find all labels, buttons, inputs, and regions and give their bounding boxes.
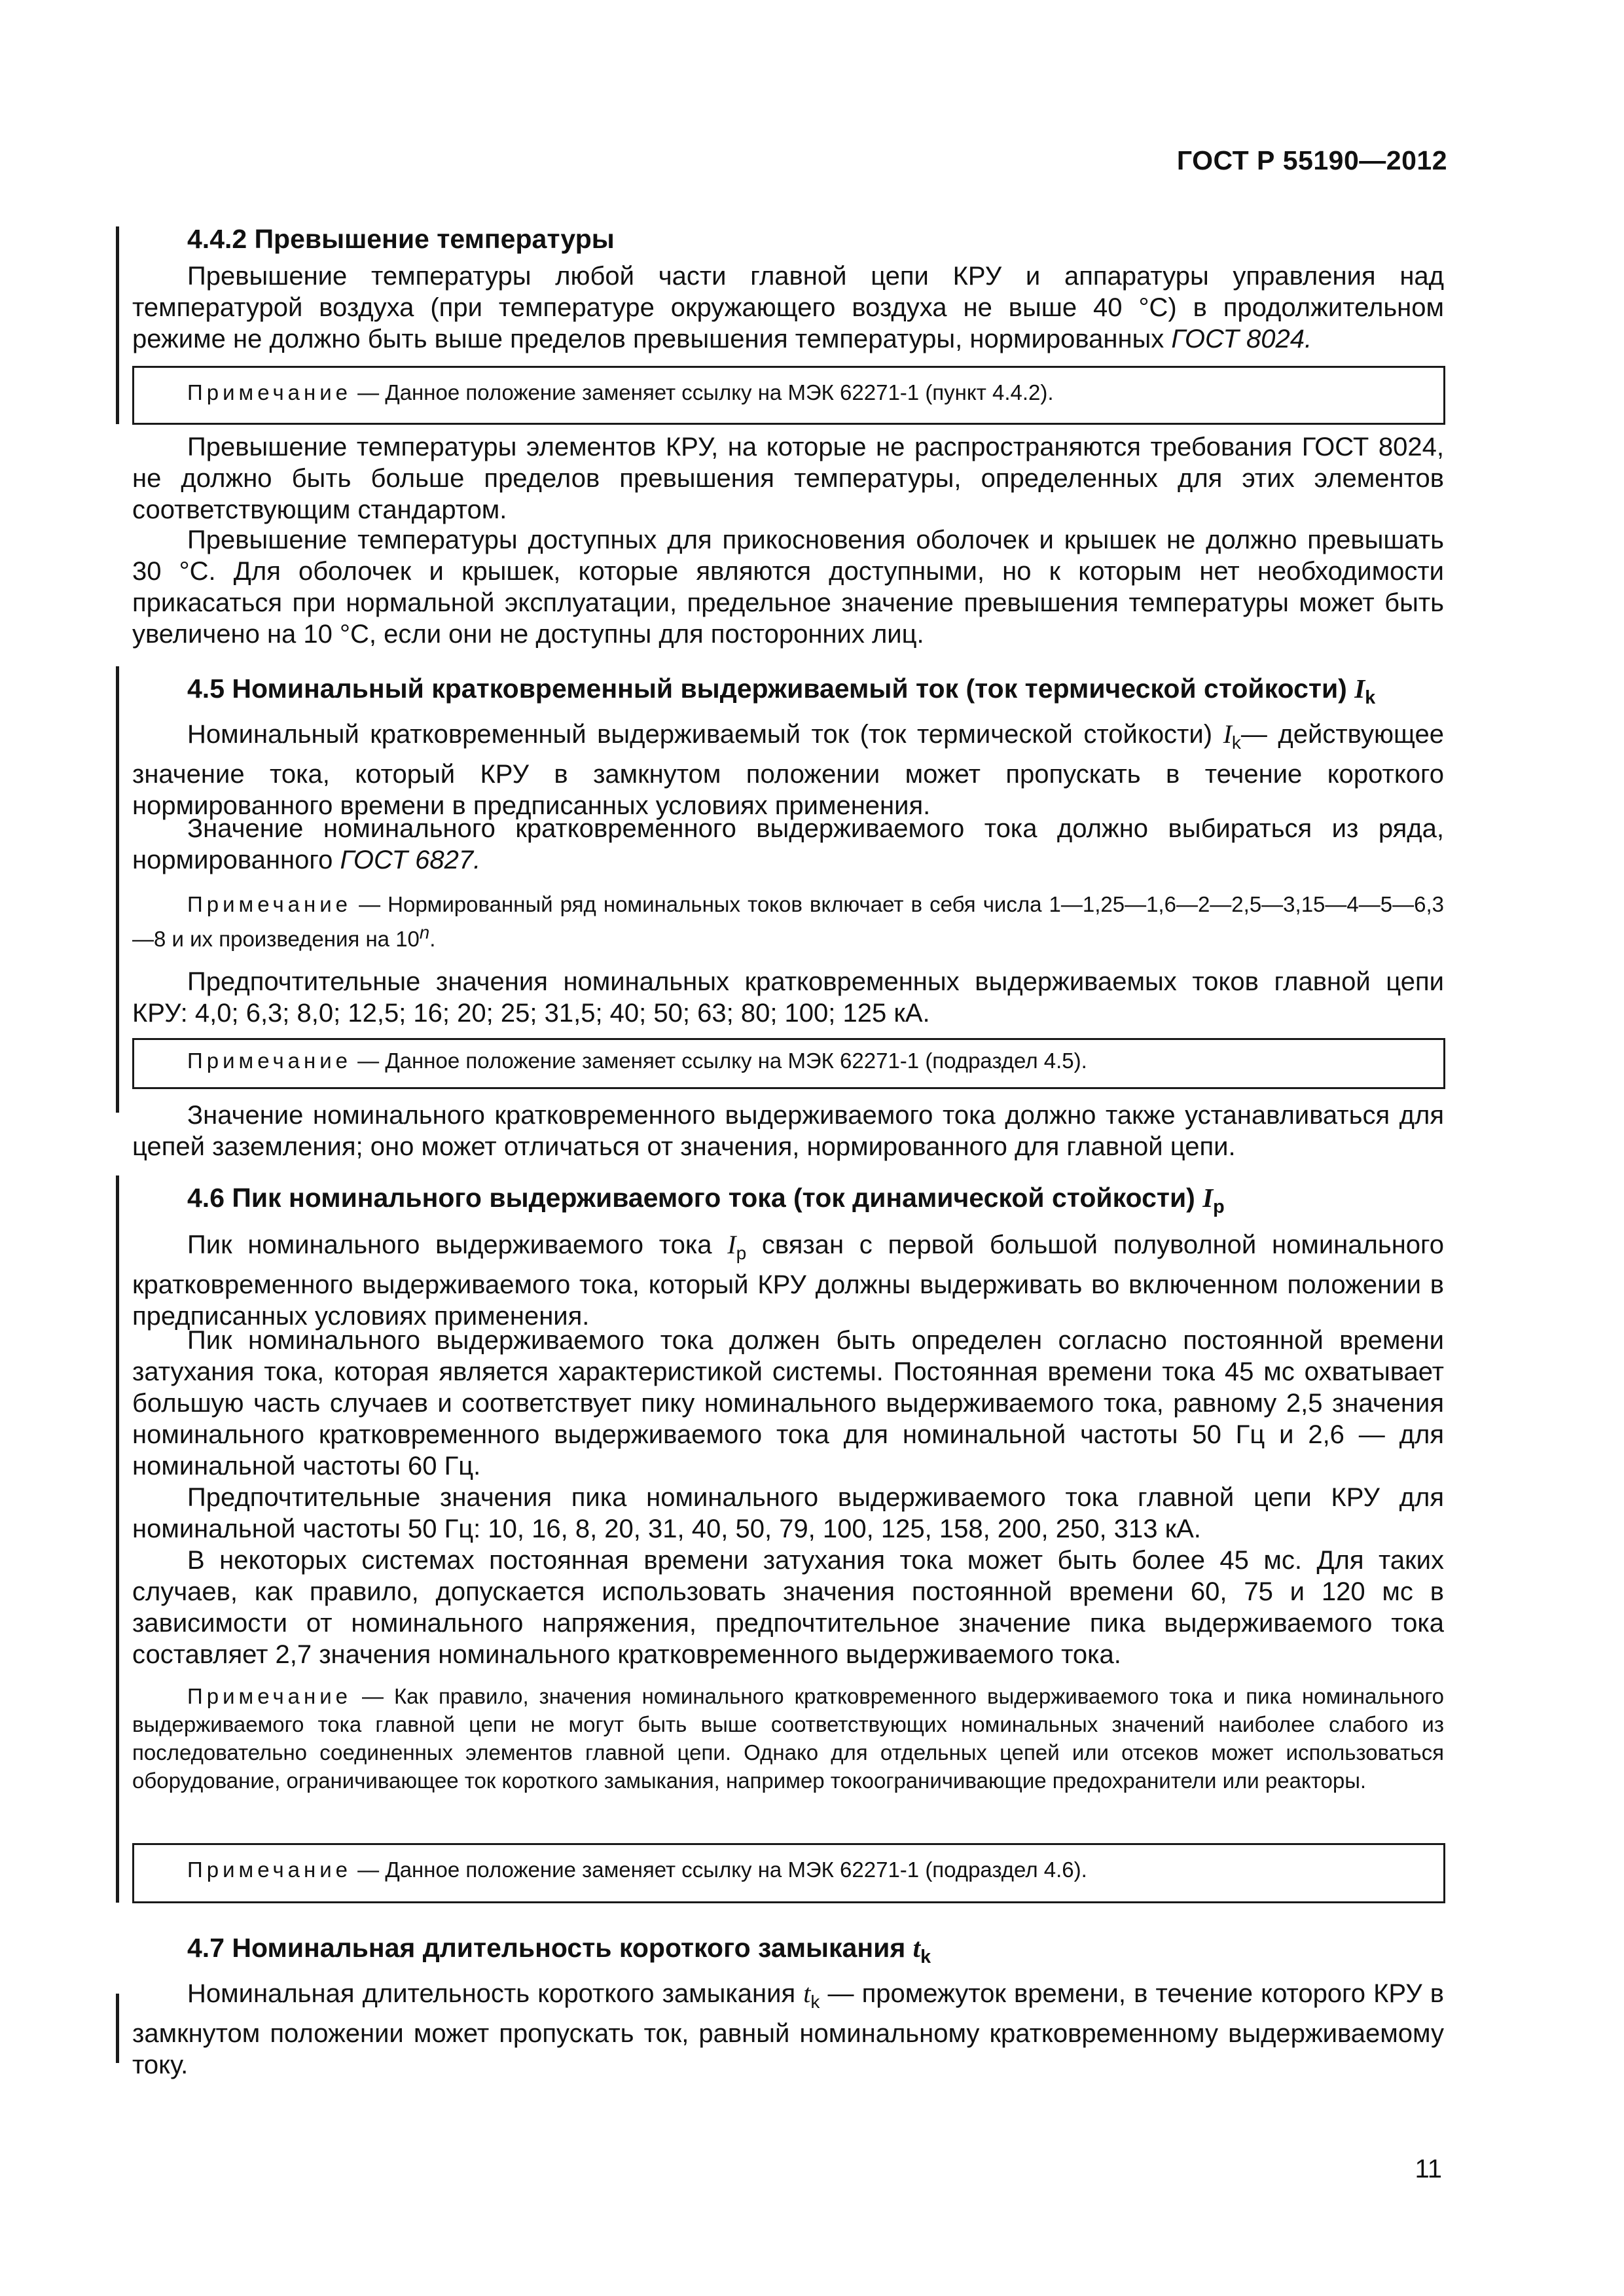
paragraph-text: Превышение температуры любой части главной цепи КРУ и аппаратуры управления над температурой воздуха (при температуре окружающего воздуха не выше 40 °С) в продолжительном режиме не должно быть выше пределов превышения температуры, нормированных (132, 262, 1444, 353)
note-text: — Данное положение заменяет ссылку на МЭК 62271-1 (подраздел 4.6). (352, 1857, 1087, 1882)
symbol-subscript: p (1213, 1196, 1225, 1218)
symbol-subscript: p (736, 1243, 747, 1263)
symbol: I (1223, 719, 1232, 749)
standard-reference: ГОСТ 6827. (340, 846, 481, 874)
section-4-6-paragraph-2: Пик номинального выдерживаемого тока должен быть определен согласно постоянной времени затухания тока, которая является характеристикой системы. Постоянная времени тока 45 мс охватывает большую часть случаев и соответствует пику номинального выдерживаемого тока, равному 2,5 значения номинального кратковременного выдерживаемого тока для номинальной частоты 50 Гц и 2,6 — для номинальной частоты 60 Гц. (132, 1326, 1444, 1480)
section-4-6-paragraph-1 (132, 1229, 1444, 1332)
symbol: I (1354, 673, 1365, 704)
note (132, 890, 1444, 953)
heading-text: 4.6 Пик номинального выдерживаемого тока (ток динамической стойкости) (187, 1183, 1203, 1213)
change-bar (116, 1175, 119, 1903)
symbol-subscript: k (810, 1992, 820, 2012)
paragraph-text: — промежуток времени, в течение которого КРУ в замкнутом положении может пропускать ток, равный номинальному кратковременному выдерживаемому току. (132, 1979, 1444, 2079)
standard-designation: ГОСТ Р 55190—2012 (1176, 145, 1447, 175)
symbol: t (912, 1933, 921, 1963)
note-label: Примечание (187, 892, 352, 916)
symbol-subscript: k (1231, 732, 1241, 753)
section-4-5-paragraph-2 (132, 813, 1444, 876)
note (132, 1047, 1444, 1075)
note-box (132, 1038, 1445, 1089)
exponent: n (419, 922, 430, 942)
section-4-5-title (187, 673, 1375, 709)
paragraph-text: связан с первой большой полуволной номинального кратковременного выдерживаемого тока, который КРУ должны выдерживать во включенном положении в предписанных условиях применения. (132, 1230, 1444, 1331)
note-text: — Данное положение заменяет ссылку на МЭК 62271-1 (пункт 4.4.2). (352, 380, 1054, 404)
section-4-7-paragraph-1 (132, 1978, 1444, 2081)
heading-text: 4.7 Номинальная длительность короткого замыкания (187, 1933, 913, 1963)
paragraph-text: Значение номинального кратковременного выдерживаемого тока должно выбираться из ряда, нормированного (132, 814, 1444, 874)
note-box (132, 1843, 1445, 1903)
section-4-4-2-title: 4.4.2 Превышение температуры (187, 224, 615, 254)
symbol: I (1202, 1183, 1214, 1213)
note-label: Примечание (187, 380, 352, 404)
symbol-subscript: k (920, 1946, 931, 1968)
paragraph-text: Номинальная длительность короткого замыкания (187, 1979, 804, 2008)
note-text: . (429, 927, 436, 951)
note-label: Примечание (187, 1684, 352, 1708)
heading-text: 4.5 Номинальный кратковременный выдерживаемый ток (ток термической стойкости) (187, 673, 1355, 704)
section-4-6-title (187, 1182, 1225, 1218)
note-text: — Данное положение заменяет ссылку на МЭК 62271-1 (подраздел 4.5). (352, 1049, 1087, 1073)
section-4-6-paragraph-3: Предпочтительные значения пика номинального выдерживаемого тока главной цепи КРУ для номинальной частоты 50 Гц: 10, 16, 8, 20, 31, 40, 50, 79, 100, 125, 158, 200, 250, 313 кА. (132, 1483, 1444, 1543)
change-bar (116, 226, 119, 424)
section-4-4-2-paragraph-1 (132, 260, 1444, 355)
section-4-5-paragraph-4: Значение номинального кратковременного выдерживаемого тока должно также устанавливаться для цепей заземления; оно может отличаться от значения, нормированного для главной цепи. (132, 1101, 1444, 1161)
symbol: t (803, 1979, 811, 2008)
note-label: Примечание (187, 1857, 352, 1882)
section-4-4-2-paragraph-2: Превышение температуры элементов КРУ, на которые не распространяются требования ГОСТ 8024, не должно быть больше пределов превышения температуры, определенных для этих элементов соответствующим стандартом. (132, 433, 1444, 524)
section-4-6-paragraph-4: В некоторых системах постоянная времени затухания тока может быть более 45 мс. Для таких случаев, как правило, допускается использовать значения постоянной времени 60, 75 и 120 мс в зависимости от номинального напряжения, предпочтительное значение пика выдерживаемого тока составляет 2,7 значения номинального кратковременного выдерживаемого тока. (132, 1546, 1444, 1669)
section-4-4-2-paragraph-3: Превышение температуры доступных для прикосновения оболочек и крышек не должно превышать 30 °С. Для оболочек и крышек, которые являются доступными, но к которым нет необходимости прикасаться при нормальной эксплуатации, предельное значение превышения температуры может быть увеличено на 10 °С, если они не доступны для посторонних лиц. (132, 526, 1444, 649)
note-text: — Как правило, значения номинального кратковременного выдерживаемого тока и пика номинального выдерживаемого тока главной цепи не могут быть выше соответствующих номинальных значений наиболее слабого из последовательно соединенных элементов главной цепи. Однако для отдельных цепей или отсеков может использоваться оборудование, ограничивающее ток короткого замыкания, например токоограничивающие предохранители или реакторы. (132, 1684, 1444, 1793)
section-4-7-title (187, 1932, 931, 1968)
note-box (132, 366, 1445, 425)
section-4-5-paragraph-3: Предпочтительные значения номинальных кратковременных выдерживаемых токов главной цепи КРУ: 4,0; 6,3; 8,0; 12,5; 16; 20; 25; 31,5; 40; 50; 63; 80; 100; 125 кА. (132, 967, 1444, 1028)
change-bar (116, 1994, 119, 2063)
paragraph-text: Номинальный кратковременный выдерживаемый ток (ток термической стойкости) (187, 720, 1223, 749)
section-4-5-paragraph-1 (132, 719, 1444, 821)
note (132, 1682, 1444, 1795)
change-bar (116, 666, 119, 1113)
paragraph-text: — действующее значение тока, который КРУ в замкнутом положении может пропускать в течение короткого нормированного времени в предписанных условиях применения. (132, 720, 1445, 820)
symbol: I (727, 1230, 736, 1259)
standard-reference: ГОСТ 8024. (1171, 325, 1312, 353)
note (132, 1856, 1444, 1884)
note-label: Примечание (187, 1049, 352, 1073)
note-text: — Нормированный ряд номинальных токов включает в себя числа 1—1,25—1,6—2—2,5—3,15—4—5—6,3—8 и их произведения на 10 (132, 892, 1444, 951)
paragraph-text: Пик номинального выдерживаемого тока (187, 1230, 728, 1259)
symbol-subscript: k (1365, 687, 1376, 709)
note (132, 378, 1444, 406)
page-number: 11 (1415, 2155, 1442, 2183)
